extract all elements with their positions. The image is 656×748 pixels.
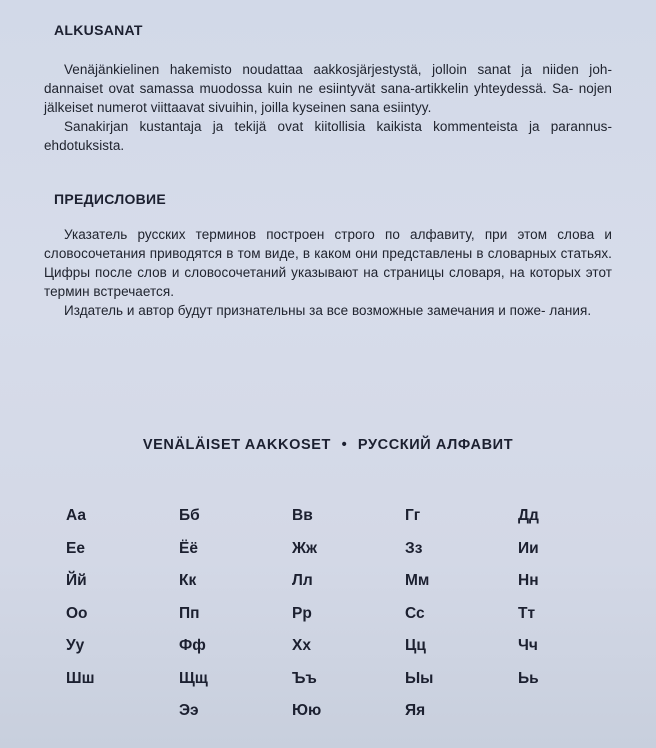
alphabet-letter: Оо xyxy=(66,604,88,622)
russian-line-4: на которых этот термин встречается. xyxy=(44,265,612,299)
alphabet-letter: Чч xyxy=(518,637,538,655)
alphabet-title-russian: РУССКИЙ АЛФАВИТ xyxy=(357,437,514,453)
alphabet-letter: Ээ xyxy=(179,702,199,720)
russian-line-1: Указатель русских терминов построен строго по алфавиту, при этом слова и xyxy=(64,227,612,242)
alphabet-title-finnish: VENÄLÄISET AAKKOSET xyxy=(142,437,331,453)
finnish-foreword xyxy=(44,22,612,155)
alphabet-letter: Ьь xyxy=(518,669,539,687)
alphabet-letter: Тт xyxy=(518,604,536,622)
finnish-line-1: Venäjänkielinen hakemisto noudattaa aakkosjärjestystä, jolloin sanat ja niiden joh- xyxy=(64,62,612,77)
alphabet-letter: Сс xyxy=(405,604,425,622)
alphabet-letter: Фф xyxy=(179,637,206,655)
russian-line-5: Издатель и автор будут признательны за все возможные замечания и поже- xyxy=(64,303,546,318)
alphabet-row xyxy=(66,695,586,728)
alphabet-letter: Бб xyxy=(179,507,200,525)
alphabet-letter: Лл xyxy=(292,572,313,590)
alphabet-letter: Гг xyxy=(405,507,421,525)
alphabet-letter: Дд xyxy=(518,507,539,525)
russian-foreword xyxy=(44,191,612,320)
alphabet-letter: Мм xyxy=(405,572,430,590)
alphabet-letter: Вв xyxy=(292,507,313,525)
finnish-foreword-text xyxy=(44,60,612,155)
russian-line-3: статьях. Цифры после слов и словосочетаний указывают на страницы словаря, xyxy=(44,246,612,280)
alphabet-row xyxy=(66,500,586,533)
alphabet-letter: Ъъ xyxy=(292,669,317,687)
alphabet-letter: Щщ xyxy=(179,669,208,687)
finnish-line-4: Sanakirjan kustantaja ja tekijä ovat kiitollisia kaikista kommenteista ja parannus- xyxy=(64,119,612,134)
alphabet-letter: Юю xyxy=(292,702,322,720)
alphabet-row xyxy=(66,598,586,631)
alphabet-letter: Ее xyxy=(66,539,85,557)
alphabet-letter: Уу xyxy=(66,637,85,655)
alphabet-letter: Кк xyxy=(179,572,197,590)
alphabet-letter: Шш xyxy=(66,669,95,687)
finnish-line-5: ehdotuksista. xyxy=(44,138,125,153)
alphabet-letter: Яя xyxy=(405,702,426,720)
alphabet-title xyxy=(0,437,656,453)
alphabet-row xyxy=(66,533,586,566)
finnish-line-3: nojen jälkeiset numerot viittaavat sivuihin, joilla kyseinen sana esiintyy. xyxy=(44,81,612,115)
alphabet-letter: Рр xyxy=(292,604,312,622)
alphabet-letter: Хх xyxy=(292,637,311,655)
finnish-heading: ALKUSANAT xyxy=(54,22,143,38)
russian-paragraph-2 xyxy=(44,301,612,320)
finnish-line-2: dannaiset ovat samassa muodossa kuin ne esiintyvät sana-artikkelin yhteydessä. Sa- xyxy=(44,81,574,96)
alphabet-letter: Ыы xyxy=(405,669,434,687)
finnish-paragraph-1 xyxy=(44,60,612,117)
russian-heading: ПРЕДИСЛОВИЕ xyxy=(54,191,167,207)
alphabet-letter: Ёё xyxy=(179,539,198,557)
russian-line-2: словосочетания приводятся в том виде, в каком они представлены в словарных xyxy=(44,246,557,261)
bullet-separator: • xyxy=(341,437,348,453)
russian-line-6: лания. xyxy=(549,303,592,318)
russian-paragraph-1 xyxy=(44,225,612,301)
alphabet-letter: Пп xyxy=(179,604,200,622)
alphabet-letter: Цц xyxy=(405,637,426,655)
alphabet-letter: Нн xyxy=(518,572,539,590)
alphabet-row xyxy=(66,663,586,696)
alphabet-letter: Аа xyxy=(66,507,87,525)
alphabet-row xyxy=(66,630,586,663)
alphabet-letter: Ии xyxy=(518,539,539,557)
alphabet-grid xyxy=(66,500,586,728)
alphabet-row xyxy=(66,565,586,598)
finnish-paragraph-2 xyxy=(44,117,612,155)
alphabet-letter: Жж xyxy=(292,539,317,557)
alphabet-letter: Зз xyxy=(405,539,423,557)
russian-foreword-text xyxy=(44,225,612,320)
alphabet-letter: Йй xyxy=(66,572,87,590)
